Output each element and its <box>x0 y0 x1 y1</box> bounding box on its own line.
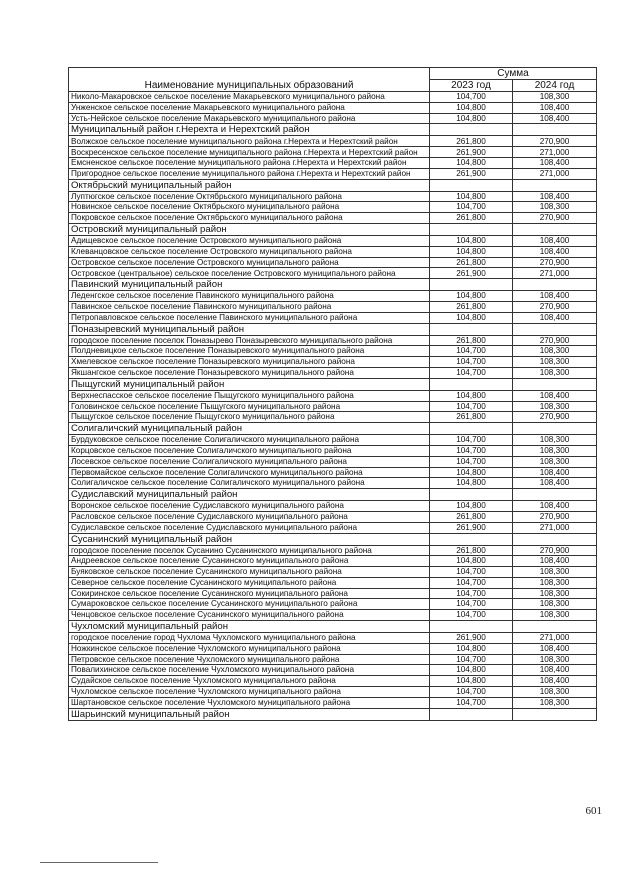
table-row <box>69 191 597 202</box>
amount-2024: 270,900 <box>513 511 597 522</box>
district-name: Островский муниципальный район <box>69 223 430 235</box>
table-row <box>69 291 597 302</box>
settlement-name: Первомайское сельское поселение Солигаличского муниципального района <box>69 467 430 478</box>
settlement-name: Головинское сельское поселение Пыщугского муниципального района <box>69 401 430 412</box>
table-row <box>69 633 597 644</box>
amount-2024: 108,400 <box>513 113 597 124</box>
amount-2023: 104,800 <box>430 291 513 302</box>
empty-cell <box>513 279 597 291</box>
amount-2024: 108,400 <box>513 312 597 323</box>
amount-2024: 108,300 <box>513 567 597 578</box>
table-row <box>69 588 597 599</box>
settlement-name: Чухломское сельское поселение Чухломского муниципального района <box>69 687 430 698</box>
table-row <box>69 147 597 158</box>
empty-cell <box>513 708 597 720</box>
settlement-name: Бурдуковское сельское поселение Солигаличского муниципального района <box>69 435 430 446</box>
table-row <box>69 456 597 467</box>
amount-2023: 261,800 <box>430 545 513 556</box>
table-row <box>69 654 597 665</box>
district-row <box>69 124 597 136</box>
settlement-name: Воронское сельское поселение Судиславского муниципального района <box>69 501 430 512</box>
table-row <box>69 257 597 268</box>
settlement-name: Островское сельское поселение Островского муниципального района <box>69 257 430 268</box>
amount-2023: 104,800 <box>430 312 513 323</box>
settlement-name: Емсненское сельское поселение муниципального района г.Нерехта и Нерехтский район <box>69 157 430 168</box>
amount-2024: 108,400 <box>513 291 597 302</box>
amount-2023: 104,800 <box>430 113 513 124</box>
amount-2023: 261,900 <box>430 633 513 644</box>
amount-2023: 104,800 <box>430 556 513 567</box>
amount-2023: 261,800 <box>430 412 513 423</box>
district-row <box>69 323 597 335</box>
header-year-2023: 2023 год <box>430 80 513 92</box>
amount-2024: 108,300 <box>513 654 597 665</box>
settlement-name: Павинское сельское поселение Павинского муниципального района <box>69 301 430 312</box>
header-sum: Сумма <box>430 68 597 80</box>
amount-2023: 104,700 <box>430 202 513 213</box>
amount-2024: 108,300 <box>513 367 597 378</box>
amount-2024: 270,900 <box>513 213 597 224</box>
table-row <box>69 102 597 113</box>
settlement-name: Северное сельское поселение Сусанинского муниципального района <box>69 577 430 588</box>
amount-2024: 108,300 <box>513 435 597 446</box>
amount-2023: 104,800 <box>430 665 513 676</box>
settlement-name: Петровское сельское поселение Чухломского муниципального района <box>69 654 430 665</box>
empty-cell <box>513 533 597 545</box>
table-row <box>69 246 597 257</box>
table-row <box>69 357 597 368</box>
amount-2023: 261,800 <box>430 257 513 268</box>
amount-2024: 108,300 <box>513 357 597 368</box>
amount-2023: 104,700 <box>430 654 513 665</box>
amount-2024: 108,300 <box>513 456 597 467</box>
amount-2024: 108,400 <box>513 478 597 489</box>
district-row <box>69 621 597 633</box>
settlement-name: Буяковское сельское поселение Сусанинского муниципального района <box>69 567 430 578</box>
settlement-name: Судайское сельское поселение Чухломского муниципального района <box>69 676 430 687</box>
table-row <box>69 367 597 378</box>
amount-2023: 261,800 <box>430 213 513 224</box>
district-row <box>69 223 597 235</box>
amount-2023: 104,800 <box>430 390 513 401</box>
table-row <box>69 435 597 446</box>
district-name: Чухломский муниципальный район <box>69 621 430 633</box>
amount-2023: 104,700 <box>430 567 513 578</box>
empty-cell <box>430 378 513 390</box>
settlement-name: Адищевское сельское поселение Островского муниципального района <box>69 235 430 246</box>
amount-2024: 108,400 <box>513 235 597 246</box>
settlement-name: Сокиринское сельское поселение Сусанинского муниципального района <box>69 588 430 599</box>
settlement-name: Николо-Макаровское сельское поселение Макарьевского муниципального района <box>69 92 430 103</box>
empty-cell <box>513 489 597 501</box>
amount-2024: 108,400 <box>513 390 597 401</box>
amount-2023: 104,800 <box>430 235 513 246</box>
settlement-name: Корцовское сельское поселение Солигаличского муниципального района <box>69 445 430 456</box>
footnote-divider <box>40 862 158 863</box>
amount-2023: 104,700 <box>430 367 513 378</box>
amount-2023: 261,900 <box>430 268 513 279</box>
amount-2023: 104,700 <box>430 346 513 357</box>
amount-2024: 108,400 <box>513 467 597 478</box>
district-row <box>69 533 597 545</box>
empty-cell <box>430 621 513 633</box>
amount-2023: 104,800 <box>430 501 513 512</box>
amount-2024: 108,300 <box>513 92 597 103</box>
table-row <box>69 556 597 567</box>
amount-2024: 108,300 <box>513 687 597 698</box>
amount-2024: 108,300 <box>513 346 597 357</box>
amount-2024: 270,900 <box>513 136 597 147</box>
empty-cell <box>430 708 513 720</box>
table-row <box>69 467 597 478</box>
table-row <box>69 478 597 489</box>
table-row <box>69 665 597 676</box>
empty-cell <box>430 179 513 191</box>
district-name: Муниципальный район г.Нерехта и Нерехтский район <box>69 124 430 136</box>
empty-cell <box>513 323 597 335</box>
settlement-name: Островское (центральное) сельское поселение Островского муниципального района <box>69 268 430 279</box>
amount-2023: 104,800 <box>430 643 513 654</box>
district-row <box>69 423 597 435</box>
amount-2023: 104,700 <box>430 577 513 588</box>
amount-2024: 270,900 <box>513 301 597 312</box>
settlement-name: Хмелевское сельское поселение Поназыревского муниципального района <box>69 357 430 368</box>
table-row <box>69 168 597 179</box>
table-row <box>69 577 597 588</box>
amount-2024: 108,300 <box>513 401 597 412</box>
amount-2023: 261,900 <box>430 168 513 179</box>
amount-2024: 271,000 <box>513 633 597 644</box>
table-header <box>69 68 597 92</box>
amount-2023: 104,700 <box>430 687 513 698</box>
amount-2024: 271,000 <box>513 268 597 279</box>
district-name: Шарьинский муниципальный район <box>69 708 430 720</box>
amount-2023: 104,700 <box>430 357 513 368</box>
amount-2023: 104,700 <box>430 697 513 708</box>
district-row <box>69 279 597 291</box>
settlement-name: Воскресенское сельское поселение муниципального района г.Нерехта и Нерехтский район <box>69 147 430 158</box>
table-row <box>69 599 597 610</box>
empty-cell <box>430 489 513 501</box>
table-row <box>69 511 597 522</box>
table-row <box>69 312 597 323</box>
amount-2024: 108,300 <box>513 577 597 588</box>
settlement-name: Верхнеспасское сельское поселение Пыщугского муниципального района <box>69 390 430 401</box>
amount-2024: 108,400 <box>513 191 597 202</box>
amount-2023: 104,700 <box>430 401 513 412</box>
amount-2023: 261,800 <box>430 335 513 346</box>
amount-2023: 261,800 <box>430 136 513 147</box>
amount-2024: 108,300 <box>513 588 597 599</box>
empty-cell <box>430 124 513 136</box>
district-name: Павинский муниципальный район <box>69 279 430 291</box>
table-row <box>69 136 597 147</box>
table-row <box>69 335 597 346</box>
settlement-name: Луптюгское сельское поселение Октябрьского муниципального района <box>69 191 430 202</box>
amount-2024: 270,900 <box>513 257 597 268</box>
district-name: Октябрьский муниципальный район <box>69 179 430 191</box>
amount-2024: 108,300 <box>513 610 597 621</box>
amount-2023: 104,700 <box>430 456 513 467</box>
empty-cell <box>513 621 597 633</box>
empty-cell <box>430 423 513 435</box>
header-name: Наименование муниципальных образований <box>69 68 430 92</box>
settlement-name: Андреевское сельское поселение Сусанинского муниципального района <box>69 556 430 567</box>
amount-2023: 104,800 <box>430 676 513 687</box>
settlement-name: Лосевское сельское поселение Солигаличского муниципального района <box>69 456 430 467</box>
budget-table <box>68 67 597 721</box>
table-body <box>69 92 597 721</box>
settlement-name: Ченцовское сельское поселение Сусанинского муниципального района <box>69 610 430 621</box>
table-row <box>69 268 597 279</box>
settlement-name: Полдневицкое сельское поселение Поназыревского муниципального района <box>69 346 430 357</box>
table-row <box>69 501 597 512</box>
settlement-name: Петропавловское сельское поселение Павинского муниципального района <box>69 312 430 323</box>
page-number: 601 <box>585 805 602 817</box>
amount-2024: 108,400 <box>513 157 597 168</box>
settlement-name: Пригородное сельское поселение муниципального района г.Нерехта и Нерехтский район <box>69 168 430 179</box>
table-row <box>69 545 597 556</box>
amount-2024: 108,400 <box>513 643 597 654</box>
settlement-name: Якшангское сельское поселение Поназыревского муниципального района <box>69 367 430 378</box>
amount-2024: 108,300 <box>513 202 597 213</box>
empty-cell <box>513 378 597 390</box>
table-row <box>69 687 597 698</box>
table-row <box>69 412 597 423</box>
empty-cell <box>430 279 513 291</box>
amount-2023: 104,700 <box>430 610 513 621</box>
table-row <box>69 346 597 357</box>
amount-2024: 108,400 <box>513 102 597 113</box>
settlement-name: Покровское сельское поселение Октябрьского муниципального района <box>69 213 430 224</box>
amount-2024: 108,400 <box>513 676 597 687</box>
empty-cell <box>430 323 513 335</box>
amount-2024: 108,400 <box>513 665 597 676</box>
amount-2024: 270,900 <box>513 335 597 346</box>
settlement-name: Солигаличское сельское поселение Солигаличского муниципального района <box>69 478 430 489</box>
district-name: Солигаличский муниципальный район <box>69 423 430 435</box>
table-row <box>69 390 597 401</box>
amount-2023: 261,800 <box>430 301 513 312</box>
district-row <box>69 489 597 501</box>
settlement-name: городское поселение поселок Сусанино Сусанинского муниципального района <box>69 545 430 556</box>
district-row <box>69 378 597 390</box>
settlement-name: Пыщугское сельское поселение Пыщугского муниципального района <box>69 412 430 423</box>
empty-cell <box>430 223 513 235</box>
table-row <box>69 676 597 687</box>
amount-2024: 271,000 <box>513 147 597 158</box>
table-row <box>69 522 597 533</box>
amount-2024: 108,400 <box>513 246 597 257</box>
settlement-name: городское поселение город Чухлома Чухломского муниципального района <box>69 633 430 644</box>
amount-2023: 104,800 <box>430 246 513 257</box>
amount-2024: 108,300 <box>513 599 597 610</box>
amount-2024: 108,300 <box>513 445 597 456</box>
amount-2023: 104,800 <box>430 102 513 113</box>
settlement-name: Шартановское сельское поселение Чухломского муниципального района <box>69 697 430 708</box>
settlement-name: Ножкинское сельское поселение Чухломского муниципального района <box>69 643 430 654</box>
amount-2023: 261,900 <box>430 147 513 158</box>
district-name: Поназыревский муниципальный район <box>69 323 430 335</box>
amount-2024: 271,000 <box>513 522 597 533</box>
amount-2023: 104,700 <box>430 435 513 446</box>
table-row <box>69 202 597 213</box>
table-row <box>69 401 597 412</box>
amount-2023: 104,800 <box>430 467 513 478</box>
table-row <box>69 301 597 312</box>
amount-2024: 270,900 <box>513 412 597 423</box>
district-row <box>69 179 597 191</box>
amount-2023: 104,800 <box>430 478 513 489</box>
settlement-name: Усть-Нейское сельское поселение Макарьевского муниципального района <box>69 113 430 124</box>
table-row <box>69 213 597 224</box>
table-row <box>69 157 597 168</box>
header-year-2024: 2024 год <box>513 80 597 92</box>
settlement-name: Волжское сельское поселение муниципального района г.Нерехта и Нерехтский район <box>69 136 430 147</box>
table-row <box>69 610 597 621</box>
district-row <box>69 708 597 720</box>
amount-2023: 104,700 <box>430 445 513 456</box>
district-name: Судиславский муниципальный район <box>69 489 430 501</box>
amount-2023: 104,800 <box>430 157 513 168</box>
settlement-name: Сумароковское сельское поселение Сусанинского муниципального района <box>69 599 430 610</box>
amount-2023: 104,700 <box>430 599 513 610</box>
table-row <box>69 113 597 124</box>
table-row <box>69 697 597 708</box>
amount-2024: 271,000 <box>513 168 597 179</box>
settlement-name: Новинское сельское поселение Октябрьского муниципального района <box>69 202 430 213</box>
table-row <box>69 92 597 103</box>
table-row <box>69 643 597 654</box>
amount-2023: 261,800 <box>430 511 513 522</box>
amount-2024: 108,400 <box>513 556 597 567</box>
settlement-name: Расловское сельское поселение Судиславского муниципального района <box>69 511 430 522</box>
amount-2023: 261,900 <box>430 522 513 533</box>
amount-2023: 104,800 <box>430 191 513 202</box>
table-row <box>69 445 597 456</box>
district-name: Пыщугский муниципальный район <box>69 378 430 390</box>
table-row <box>69 235 597 246</box>
settlement-name: Судиславское сельское поселение Судиславского муниципального района <box>69 522 430 533</box>
amount-2024: 108,400 <box>513 501 597 512</box>
amount-2023: 104,700 <box>430 588 513 599</box>
settlement-name: Унженское сельское поселение Макарьевского муниципального района <box>69 102 430 113</box>
empty-cell <box>513 423 597 435</box>
settlement-name: Леденгское сельское поселение Павинского муниципального района <box>69 291 430 302</box>
amount-2023: 104,700 <box>430 92 513 103</box>
empty-cell <box>513 124 597 136</box>
empty-cell <box>430 533 513 545</box>
amount-2024: 108,300 <box>513 697 597 708</box>
empty-cell <box>513 223 597 235</box>
district-name: Сусанинский муниципальный район <box>69 533 430 545</box>
empty-cell <box>513 179 597 191</box>
amount-2024: 270,900 <box>513 545 597 556</box>
settlement-name: Клеванцовское сельское поселение Островского муниципального района <box>69 246 430 257</box>
settlement-name: Повалихинское сельское поселение Чухломского муниципального района <box>69 665 430 676</box>
table-row <box>69 567 597 578</box>
settlement-name: городское поселение поселок Поназырево Поназыревского муниципального района <box>69 335 430 346</box>
